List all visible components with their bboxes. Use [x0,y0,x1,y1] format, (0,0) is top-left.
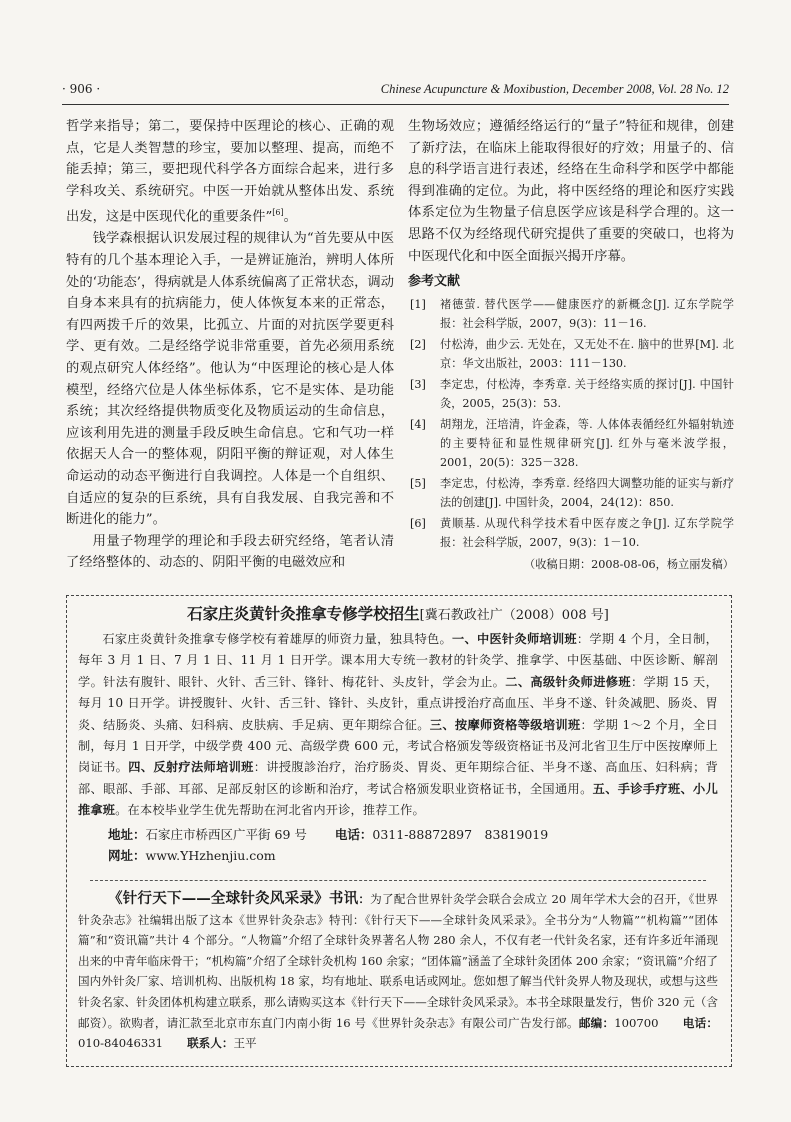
reference-text: 李定忠，付松涛，李秀章. 关于经络实质的探讨[J]. 中国针灸，2005，25(3)：53. [440,377,734,410]
journal-citation: Chinese Acupuncture & Moxibustion, December 2008, Vol. 28 No. 12 [380,82,729,96]
course-2-heading: 二、高级针灸师进修班 [505,674,631,689]
postcode-value: 100700 [614,1015,659,1030]
left-paragraph-2: 钱学森根据认识发展过程的规律认为“首先要从中医特有的几个基本理论入手，一是辨证施治，辨明人体所处的‘功能态’，得病就是人体系统偏离了正常状态，调动自身本来具有的抗病能力，使人体恢复本来的正常态，有四两拨千斤的效果，比孤立、片面的对抗医学要更科学、更有效。二是经络学说非常重要，首先必须用系统的观点研究人体经络”。他认为“中医理论的核心是人体模型，经络穴位是人体坐标体系，它不是实体、是功能系统；其次经络提供物质变化及物质运动的生命信息，应该利用先进的测量手段反映生命信息。它和气功一样依据天人合一的整体观，阴阳平衡的辩证观，对人体生命运动的动态平衡进行自我调控。人体是一个自组织、自适应的复杂的巨系统，具有自我发展、自我完善和不断进化的能力”。 [66,231,394,528]
school-contact [78,824,718,866]
website-row [78,845,718,866]
course-4-heading: 四、反射疗法师培训班 [128,760,254,775]
school-ad-body [78,629,718,822]
page-number: · 906 · [62,82,101,96]
phone-value[interactable]: 0311-88872897 83819019 [372,826,549,842]
contact-person-label: 联系人： [187,1036,234,1051]
reference-text: 胡翔龙，汪培清，许金森，等. 人体体表循经红外辐射轨迹的主要特征和显性规律研究[J]. 红外与毫米波学报，2001，20(5)：325－328. [440,417,734,469]
left-paragraph-1-end: 。 [283,209,297,225]
reference-number: [6] [410,516,426,530]
address-row [78,824,718,845]
book-phone-label: 电话： [682,1015,718,1030]
course-3-text: ：学期 1～2 个月，全日制，每月 1 日开学，中级学费 400 元、高级学费 600 元，考试合格颁发等级资格证书及河北省卫生厅中医按摩师上岗证书。 [78,717,719,775]
reference-list [408,295,734,552]
website-link[interactable]: www.YHzhenjiu.com [145,847,276,863]
reference-item [408,375,734,413]
book-advertisement [78,889,718,1054]
school-ad-title [78,603,718,627]
header-rule [62,104,729,105]
course-1-heading: 一、中医针灸师培训班 [452,632,577,646]
book-ad-colon: ： [358,892,371,906]
left-paragraph-1 [66,116,394,228]
left-paragraph-1-text: 哲学来指导；第二，要保持中医理论的核心、正确的观点，它是人类智慧的珍宝，要加以整理、提高，而绝不能丢掉；第三，要把现代科学各方面综合起来，进行多学科攻关、系统研究。中医一开始就从整体出发、系统出发，这是中医现代化的重要条件” [66,119,394,225]
reference-text: 褚德萤. 替代医学——健康医疗的新概念[J]. 辽东学院学报：社会科学版，2007，9(3)：11－16. [440,297,734,330]
reference-number: [3] [410,377,426,391]
reference-item [408,474,734,512]
school-ad-title-text: 石家庄炎黄针灸推拿专修学校招生 [187,605,420,623]
course-3-heading: 三、按摩师资格等级培训班 [429,717,581,732]
school-ad-intro: 石家庄炎黄针灸推拿专修学校有着雄厚的师资力量，独具特色。 [102,632,453,646]
reference-number: [4] [410,417,426,431]
school-advertisement [78,603,718,866]
ad-separator [90,880,706,881]
book-ad-title: 《针行天下——全球针灸风采录》书讯 [108,891,359,907]
phone-label: 电话： [334,826,373,842]
reference-item [408,335,734,373]
course-2-text: ：学期 15 天，每月 10 日开学。讲授腹针、火针、舌三针、锋针、头皮针，重点讲授治疗高血压、半身不遂、针灸减肥、肠炎、胃炎、结肠炎、头痛、妇科病、皮肤病、手足病、更年期综合征。 [78,674,719,732]
reference-item [408,295,734,333]
reference-text: 付松涛，曲少云. 无处在，又无处不在. 脑中的世界[M]. 北京：华文出版社，2003：111－130. [440,337,734,370]
school-ad-license: [冀石教政社广（2008）008 号] [419,608,609,623]
reference-number: [2] [410,337,426,351]
citation-6[interactable]: [6] [272,208,284,218]
reference-item [408,514,734,552]
reference-number: [1] [410,297,426,311]
postcode-label: 邮编： [578,1015,615,1030]
running-header [62,82,729,100]
book-ad-body: 为了配合世界针灸学会联合会成立 20 周年学术大会的召开，《世界针灸杂志》社编辑出版了这本《世界针灸杂志》特刊：《针行天下——全球针灸风采录》。全书分为“人物篇”“机构篇”“团体篇”和“资讯篇”共计 4 个部分。“人物篇”介绍了全球针灸界著名人物 280 余人，不仅有老一代针灸名家，还有许多近年涌现出来的中青年临床骨干；“机构篇”介绍了全球针灸机构 160 余家；“团体篇”涵盖了全球针灸团体 200 余家；“资讯篇”介绍了国内外针灸厂家、培训机构、出版机构 18 家，均有地址、联系电话或网址。您如想了解当代针灸界人物及现状，或想与这些针灸名家、针灸团体机构建立联系，那么请购买这本《针行天下——全球针灸风采录》。本书全球限量发行，售价 320 元（含邮资）。欲购者，请汇款至北京市东直门内南小街 16 号《世界针灸杂志》有限公司广告发行部。 [78,892,719,1030]
left-paragraph-3: 用量子物理学的理论和手段去研究经络，笔者认清了经络整体的、动态的、阴阳平衡的电磁效应和 [66,533,394,571]
course-4-text: ：讲授腹診治疗，治疗肠炎、胃炎、更年期综合征、半身不遂、高血压、妇科病；背部、眼部、手部、耳部、足部反射区的诊断和治疗，考试合格颁发职业资格证书，全国通用。 [78,760,719,796]
contact-person-value: 王平 [233,1036,257,1051]
course-1-text: ：学期 4 个月，全日制，每年 3 月 1 日、7 月 1 日、11 月 1 日开学。课本用大专统一教材的针灸学、推拿学、中医基础、中医诊断、解剖学。针法有腹针、眼针、火针、舌三针、锋针、梅花针、头皮针，学会为止。 [78,632,718,689]
references-heading: 参考文献 [408,274,461,290]
course-5-text: 。在本校毕业学生优先帮助在河北省内开诊，推荐工作。 [115,803,425,818]
address-value: 石家庄市桥西区广平街 69 号 [145,826,307,842]
reference-item [408,415,734,472]
address-label: 地址： [108,826,146,842]
reference-number: [5] [410,476,426,490]
reference-text: 李定忠，付松涛，李秀章. 经络四大调整功能的证实与新疗法的创建[J]. 中国针灸，2004，24(12)：850. [440,476,734,509]
book-phone-value[interactable]: 010-84046331 [78,1036,164,1051]
course-5-heading: 五、手诊手疗班、小儿推拿班 [78,781,718,818]
right-column [408,116,734,575]
received-date: （收稿日期：2008-08-06，杨立丽发稿） [524,557,734,571]
left-column [66,116,394,574]
reference-text: 黄顺基. 从现代科学技术看中医存废之争[J]. 辽东学院学报：社会科学版，2007，9(3)：1－10. [440,516,734,549]
right-paragraph-1: 生物场效应；遵循经络运行的“量子”特征和规律，创建了新疗法，在临床上能取得很好的疗效；用量子的、信息的科学语言进行表述，经络在生命科学和医学中都能得到准确的定位。为此，将中医经络的理论和医疗实践体系定位为生物量子信息医学应该是科学合理的。这一思路不仅为经络现代研究提供了重要的突破口，也将为中医现代化和中医全面振兴揭开序幕。 [408,119,734,264]
website-label: 网址： [108,847,146,863]
